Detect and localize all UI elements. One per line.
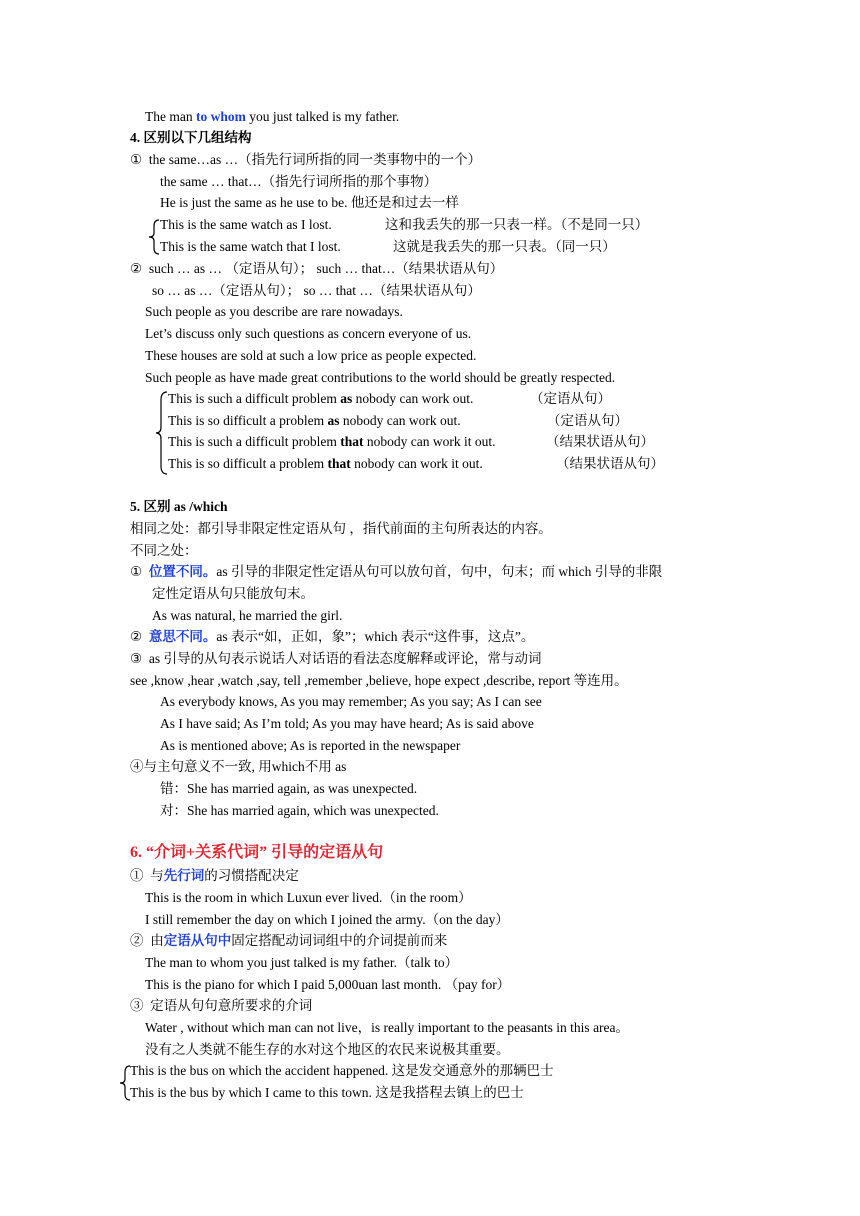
s6-rule1-highlight: 先行词 [163, 868, 205, 883]
s4-item1 [130, 151, 481, 168]
s4-item2-marker: ② [130, 261, 143, 276]
s4-item2-text: such … as … （定语从句）； such … that…（结果状语从句） [148, 261, 504, 276]
s5-point3 [130, 650, 541, 667]
group-line-1-pre: This is such a difficult problem [168, 391, 341, 406]
s6-bus-example2: This is the bus by which I came to this town. 这是我搭程去镇上的巴士 [130, 1085, 524, 1100]
intro-example-highlight: to whom [195, 109, 246, 124]
group-line-3-pre: This is such a difficult problem [168, 434, 341, 449]
s6-rule3-example1: Water , without which man can not live，is really important to the peasants in this area。 [145, 1020, 630, 1035]
s4-ex2: Let’s discuss only such questions as concern everyone of us. [145, 326, 472, 341]
s4-ex4: Such people as have made great contributions to the world should be greatly respected. [145, 370, 616, 385]
group-line-2-keyword: as [327, 413, 340, 428]
s5-point3-cont: see ,know ,hear ,watch ,say, tell ,remember ,believe, hope expect ,describe, report 等连用。 [130, 673, 628, 688]
s6-rule2-post: 固定搭配动词词组中的介词提前而来 [231, 933, 448, 948]
group-line-1-note: （定语从句） [530, 391, 611, 406]
s6-rule1 [130, 867, 299, 884]
group-line-4-keyword: that [327, 456, 351, 471]
s4-ex1: Such people as you describe are rare nowadays. [145, 304, 403, 319]
group-line-1-keyword: as [340, 391, 353, 406]
intro-example [145, 108, 399, 125]
group-line-2-post: nobody can work out. [339, 413, 461, 428]
group-line-3-post: nobody can work it out. [363, 434, 496, 449]
s5-point2-highlight: 意思不同。 [148, 629, 217, 644]
group-line-4-pre: This is so difficult a problem [168, 456, 328, 471]
s5-point3-text: as 引导的从句表示说话人对话语的看法态度解释或评论，常与动词 [148, 651, 542, 666]
s6-rule3-example2: 没有之人类就不能生存的水对这个地区的农民来说极其重要。 [145, 1042, 510, 1057]
pair1a-en: This is the same watch as I lost. [160, 217, 332, 232]
s5-point1-example: As was natural, he married the girl. [152, 608, 343, 623]
s5-same: 相同之处：都引导非限定性定语从句 ，指代前面的主句所表达的内容。 [130, 521, 552, 536]
group-line-1 [168, 390, 473, 407]
pair1a-cn: 这和我丢失的那一只表一样。（不是同一只） [385, 217, 649, 232]
s6-rule1-example1: This is the room in which Luxun ever lived.（in the room） [145, 890, 472, 905]
s5-right: 对：She has married again, which was unexpected. [160, 803, 439, 818]
brace-pair1 [147, 218, 161, 256]
pair1b-cn: 这就是我丢失的那一只表。（同一只） [393, 239, 616, 254]
s5-point1 [130, 563, 662, 580]
s5-point1-text: as 引导的非限定性定语从句可以放句首，句中，句末；而 which 引导的非限 [216, 564, 663, 579]
section-4-heading: 4. 区别以下几组结构 [130, 130, 252, 145]
s6-rule1-pre: 与 [150, 868, 164, 883]
s5-point1-marker: ① [130, 564, 143, 579]
group-line-4-note: （结果状语从句） [556, 456, 664, 471]
s5-point4: ④与主句意义不一致, 用which不用 as [130, 759, 347, 774]
s5-point1-cont: 定性定语从句只能放句末。 [152, 586, 314, 601]
pair1b-en: This is the same watch that I lost. [160, 239, 341, 254]
intro-example-post: you just talked is my father. [245, 109, 400, 124]
s5-example-c: As is mentioned above; As is reported in the newspaper [160, 738, 461, 753]
s6-rule2-marker: ② [130, 933, 144, 948]
s6-rule2-example1: The man to whom you just talked is my father.（talk to） [145, 955, 459, 970]
s5-point3-marker: ③ [130, 651, 143, 666]
s5-wrong: 错：She has married again, as was unexpected. [160, 781, 418, 796]
group-line-2-note: （定语从句） [547, 413, 628, 428]
s4-item1-marker: ① [130, 152, 143, 167]
s6-rule3-marker: ③ [130, 998, 144, 1013]
s6-rule2-pre: 由 [150, 933, 164, 948]
s5-point2-text: as 表示“如，正如，象”；which 表示“这件事，这点”。 [216, 629, 535, 644]
s6-bus-example1: This is the bus on which the accident happened. 这是发交通意外的那辆巴士 [130, 1063, 554, 1078]
section-6-heading: 6. “介词+关系代词” 引导的定语从句 [130, 844, 384, 861]
group-line-4-post: nobody can work it out. [350, 456, 483, 471]
s6-rule2-highlight: 定语从句中 [163, 933, 232, 948]
group-line-3 [168, 433, 495, 450]
group-line-2 [168, 412, 461, 429]
s6-rule2-example2: This is the piano for which I paid 5,000uan last month. （pay for） [145, 977, 511, 992]
s5-example-a: As everybody knows, As you may remember; As you say; As I can see [160, 694, 542, 709]
s5-diff: 不同之处： [130, 543, 198, 558]
s4-item1b: the same … that…（指先行词所指的那个事物） [160, 174, 438, 189]
s6-rule2 [130, 932, 447, 949]
s5-point2-marker: ② [130, 629, 143, 644]
s4-item1c: He is just the same as he use to be. 他还是和过去一样 [160, 195, 459, 210]
group-line-3-keyword: that [340, 434, 364, 449]
s6-rule3-text: 定语从句句意所要求的介词 [150, 998, 313, 1013]
s5-example-b: As I have said; As I’m told; As you may have heard; As is said above [160, 716, 534, 731]
s4-item1-text: the same…as …（指先行词所指的同一类事物中的一个） [148, 152, 482, 167]
s6-rule3 [130, 997, 312, 1014]
s4-ex3: These houses are sold at such a low price as people expected. [145, 348, 477, 363]
group-line-1-post: nobody can work out. [352, 391, 474, 406]
s6-rule1-example2: I still remember the day on which I joined the army.（on the day） [145, 912, 509, 927]
section-5-heading: 5. 区别 as /which [130, 499, 228, 514]
group-line-2-pre: This is so difficult a problem [168, 413, 328, 428]
s4-item2 [130, 260, 503, 277]
s6-rule1-marker: ① [130, 868, 144, 883]
group-line-4 [168, 455, 483, 472]
group-line-3-note: （结果状语从句） [546, 434, 654, 449]
s5-point1-highlight: 位置不同。 [148, 564, 217, 579]
s5-point2 [130, 628, 534, 645]
intro-example-pre: The man [145, 109, 196, 124]
s6-rule1-post: 的习惯搭配决定 [204, 868, 299, 883]
s4-item2b: so … as …（定语从句）； so … that …（结果状语从句） [152, 283, 481, 298]
brace-group [155, 390, 169, 476]
